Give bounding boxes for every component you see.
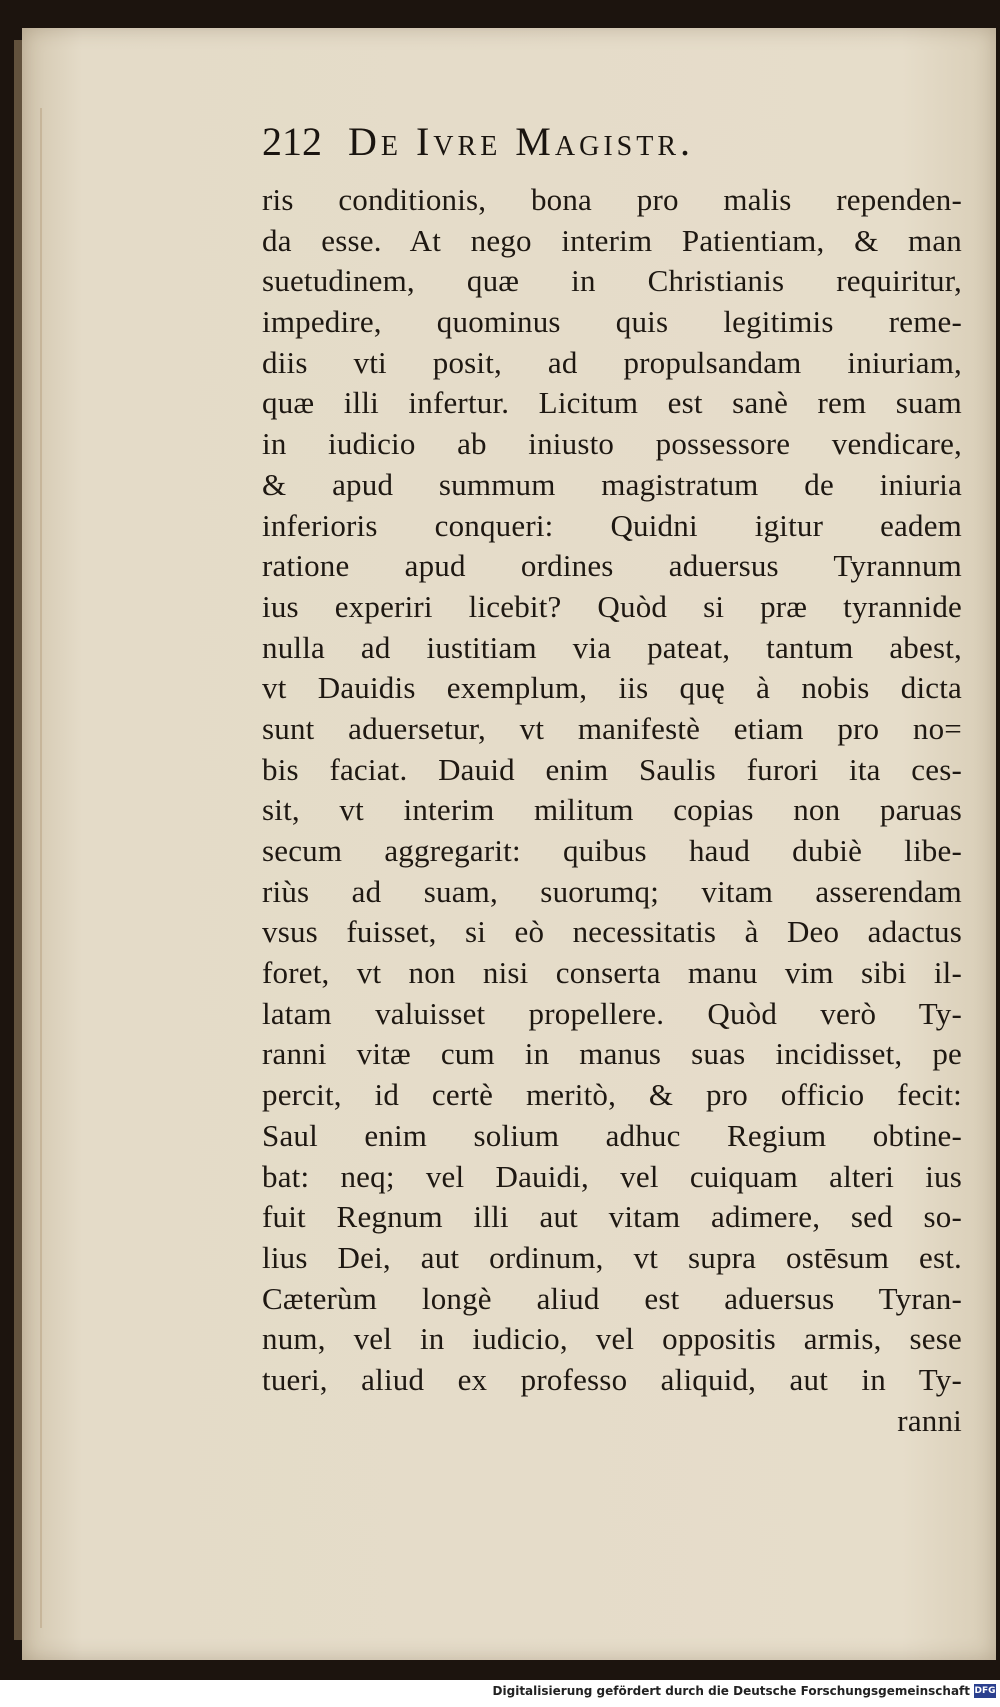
text-line: & apud summum magistratum de iniuria: [262, 466, 962, 502]
text-line: nulla ad iustitiam via pateat, tantum abest,: [262, 629, 962, 665]
text-line: Saul enim solium adhuc Regium obtine-: [262, 1117, 962, 1153]
text-line: ris conditionis, bona pro malis rependen-: [262, 182, 962, 217]
text-line: num, vel in iudicio, vel oppositis armis, sese: [262, 1321, 962, 1357]
text-line: foret, vt non nisi conserta manu vim sibi il-: [262, 955, 962, 991]
text-line: impedire, quominus quis legitimis reme-: [262, 304, 962, 340]
text-line: tueri, aliud ex professo aliquid, aut in Ty-: [262, 1361, 962, 1397]
running-head: [262, 118, 694, 178]
funding-credit: Digitalisierung gefördert durch die Deutsche Forschungsgemeinschaft: [492, 1684, 970, 1698]
page-edge: [14, 40, 22, 1640]
text-line: da esse. At nego interim Patientiam, & man: [262, 222, 962, 258]
text-line: bat: neq; vel Dauidi, vel cuiquam alteri ius: [262, 1158, 962, 1194]
text-line: vsus fuisset, si eò necessitatis à Deo adactus: [262, 914, 962, 950]
text-line: percit, id certè meritò, & pro officio fecit:: [262, 1077, 962, 1113]
text-line: quæ illi infertur. Licitum est sanè rem suam: [262, 385, 962, 421]
catchword: ranni: [897, 1402, 962, 1438]
text-line: sunt aduersetur, vt manifestè etiam pro no=: [262, 710, 962, 746]
text-line: ranni vitæ cum in manus suas incidisset, pe: [262, 1036, 962, 1072]
text-line: fuit Regnum illi aut vitam adimere, sed so-: [262, 1199, 962, 1235]
text-line: diis vti posit, ad propulsandam iniuriam,: [262, 344, 962, 380]
text-line: latam valuisset propellere. Quòd verò Ty-: [262, 995, 962, 1031]
text-line: inferioris conqueri: Quidni igitur eadem: [262, 507, 962, 543]
page-number: 212: [262, 119, 322, 164]
text-line: suetudinem, quæ in Christianis requiritur,: [262, 263, 962, 299]
running-title: De Ivre Magistr.: [348, 119, 694, 164]
body-text: [262, 180, 962, 1441]
digitization-footer: [0, 1680, 1000, 1707]
text-line: riùs ad suam, suorumq; vitam asserendam: [262, 873, 962, 909]
gutter-fold: [40, 108, 42, 1628]
text-line: Cæterùm longè aliud est aduersus Tyran-: [262, 1280, 962, 1316]
text-line: lius Dei, aut ordinum, vt supra ostēsum est.: [262, 1239, 962, 1275]
text-line: ius experiri licebit? Quòd si præ tyrannide: [262, 588, 962, 624]
text-line: sit, vt interim militum copias non paruas: [262, 792, 962, 828]
text-line: ratione apud ordines aduersus Tyrannum: [262, 548, 962, 584]
dfg-logo: DFG: [974, 1686, 996, 1696]
text-line: bis faciat. Dauid enim Saulis furori ita ces-: [262, 751, 962, 787]
text-line: secum aggregarit: quibus haud dubiè libe-: [262, 833, 962, 868]
text-line: in iudicio ab iniusto possessore vendicare,: [262, 426, 962, 462]
text-line: vt Dauidis exemplum, iis quę à nobis dicta: [262, 670, 962, 706]
